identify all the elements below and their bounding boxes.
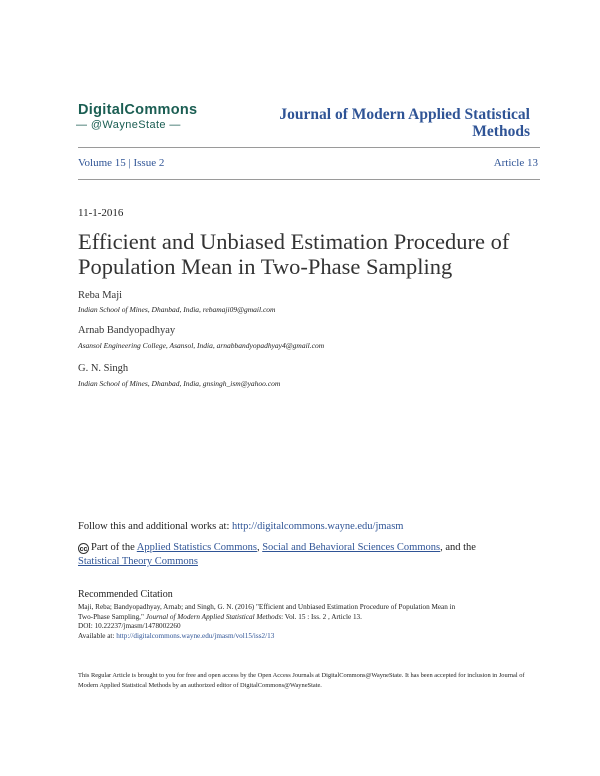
- author-name: G. N. Singh: [78, 363, 129, 374]
- author-name: Reba Maji: [78, 290, 123, 301]
- citation-available: [78, 632, 528, 642]
- citation-line: [78, 613, 528, 623]
- part-of-prefix: Part of the: [91, 542, 137, 553]
- commons-network-icon: cc: [78, 543, 89, 554]
- statistical-theory-commons-link[interactable]: Statistical Theory Commons: [78, 556, 198, 567]
- citation-text: Two-Phase Sampling,": [78, 612, 146, 621]
- article-title: Efficient and Unbiased Estimation Procedure of Population Mean in Two-Phase Sampling: [78, 229, 510, 279]
- volume-issue-link[interactable]: Volume 15 | Issue 2: [78, 157, 165, 169]
- article-url-link[interactable]: http://digitalcommons.wayne.edu/jmasm/vol15/iss2/13: [116, 631, 275, 640]
- follow-line: [78, 521, 403, 532]
- journal-title[interactable]: Journal of Modern Applied Statistical Methods: [279, 106, 530, 140]
- part-of-separator: ,: [256, 542, 263, 553]
- author-affiliation: Indian School of Mines, Dhanbad, India, gnsingh_ism@yahoo.com: [78, 379, 281, 388]
- citation-block: [78, 603, 528, 641]
- digitalcommons-logo-text: DigitalCommons: [78, 102, 198, 118]
- citation-doi: DOI: 10.22237/jmasm/1478002260: [78, 622, 181, 631]
- article-number-link[interactable]: Article 13: [493, 157, 538, 169]
- waynestate-logo-text: — @WayneState —: [76, 119, 181, 131]
- access-notice: This Regular Article is brought to you for free and open access by the Open Access Journals at DigitalCommons@WayneState. It has been accepted for inclusion in Journal of Modern Applied Statistical Methods by an authorized editor of DigitalCommons@WayneState.: [78, 672, 525, 689]
- part-of-commons: [78, 541, 518, 569]
- author-affiliation: Asansol Engineering College, Asansol, India, arnabbandyopadhyay4@gmail.com: [78, 341, 325, 350]
- author-affiliation: Indian School of Mines, Dhanbad, India, rebamaji09@gmail.com: [78, 305, 276, 314]
- applied-statistics-commons-link[interactable]: Applied Statistics Commons: [136, 542, 257, 553]
- bottom-divider: [78, 179, 540, 180]
- author-name: Arnab Bandyopadhyay: [78, 325, 176, 336]
- citation-volume: : Vol. 15 : Iss. 2 , Article 13.: [281, 612, 362, 621]
- top-divider: [78, 147, 540, 148]
- citation-line: Maji, Reba; Bandyopadhyay, Arnab; and Singh, G. N. (2016) "Efficient and Unbiased Estimation Procedure of Population Mean in: [78, 603, 456, 611]
- repository-link[interactable]: http://digitalcommons.wayne.edu/jmasm: [232, 521, 404, 532]
- publication-date: 11-1-2016: [78, 207, 124, 219]
- recommended-citation-heading: Recommended Citation: [78, 589, 173, 600]
- social-behavioral-sciences-commons-link[interactable]: Social and Behavioral Sciences Commons: [262, 542, 441, 553]
- follow-label: Follow this and additional works at:: [78, 521, 232, 532]
- citation-journal: Journal of Modern Applied Statistical Methods: [145, 612, 282, 621]
- available-label: Available at:: [78, 631, 117, 640]
- part-of-and: , and the: [440, 542, 476, 553]
